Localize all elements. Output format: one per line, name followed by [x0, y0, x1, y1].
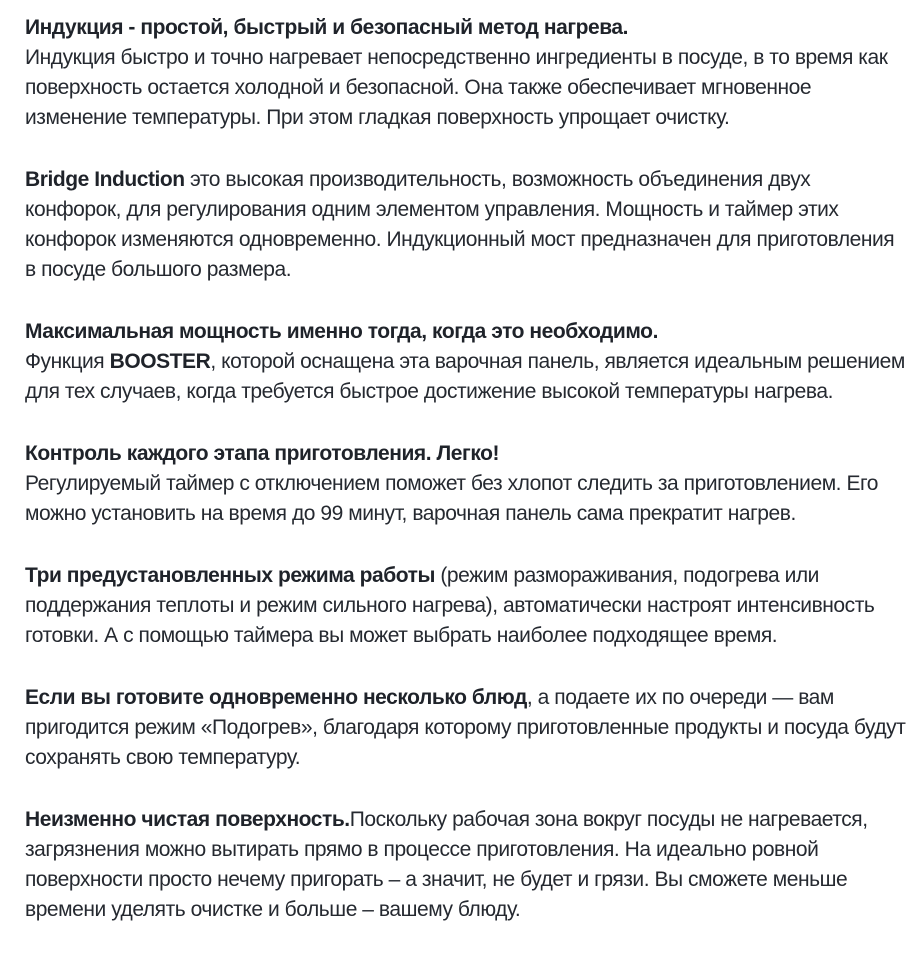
paragraph-heading: Максимальная мощность именно тогда, когда это необходимо. [25, 320, 658, 343]
paragraph-text: Функция [25, 350, 110, 373]
paragraph-text: Поскольку рабочая зона вокруг посуды не нагревается, загрязнения можно вытирать прямо в процессе приготовления. На идеально ровной поверхности просто нечему пригорать – а значит, не будет и грязи. Вы сможете меньше времени уделять очистке и больше – вашему блюду. [25, 808, 868, 921]
paragraph-bridge-induction [25, 165, 909, 285]
paragraph-text: Индукция быстро и точно нагревает непосредственно ингредиенты в посуде, в то время как поверхность остается холодной и безопасной. Она также обеспечивает мгновенное изменение температуры. При этом гладкая поверхность упрощает очистку. [25, 46, 888, 129]
paragraph-lead-bold: Если вы готовите одновременно несколько блюд [25, 686, 527, 709]
paragraph-preset-modes [25, 561, 909, 651]
paragraph-heading: Контроль каждого этапа приготовления. Легко! [25, 442, 500, 465]
booster-bold: BOOSTER [109, 350, 211, 373]
paragraph-induction-intro [25, 13, 909, 133]
paragraph-lead-bold: Неизменно чистая поверхность. [25, 808, 350, 831]
paragraph-lead-bold: Bridge Induction [25, 168, 185, 191]
paragraph-text: , которой оснащена эта варочная панель, является идеальным решением для тех случаев, когда требуется быстрое достижение высокой температуры нагрева. [25, 350, 905, 403]
paragraph-timer-control [25, 439, 909, 529]
paragraph-text: это высокая производительность, возможность объединения двух конфорок, для регулирования одним элементом управления. Мощность и таймер этих конфорок изменяются одновременно. Индукционный мост предназначен для приготовления в посуде большого размера. [25, 168, 895, 281]
paragraph-clean-surface [25, 805, 909, 925]
paragraph-warm-mode [25, 683, 909, 773]
paragraph-lead-bold: Три предустановленных режима работы [25, 564, 435, 587]
paragraph-booster [25, 317, 909, 407]
paragraph-text: , а подаете их по очереди — вам пригодится режим «Подогрев», благодаря которому приготовленные продукты и посуда будут сохранять свою температуру. [25, 686, 906, 769]
paragraph-heading: Индукция - простой, быстрый и безопасный метод нагрева. [25, 16, 629, 39]
paragraph-text: (режим размораживания, подогрева или поддержания теплоты и режим сильного нагрева), автоматически настроят интенсивность готовки. А с помощью таймера вы может выбрать наиболее подходящее время. [25, 564, 875, 647]
paragraph-text: Регулируемый таймер с отключением поможет без хлопот следить за приготовлением. Его можно установить на время до 99 минут, варочная панель сама прекратит нагрев. [25, 472, 878, 525]
